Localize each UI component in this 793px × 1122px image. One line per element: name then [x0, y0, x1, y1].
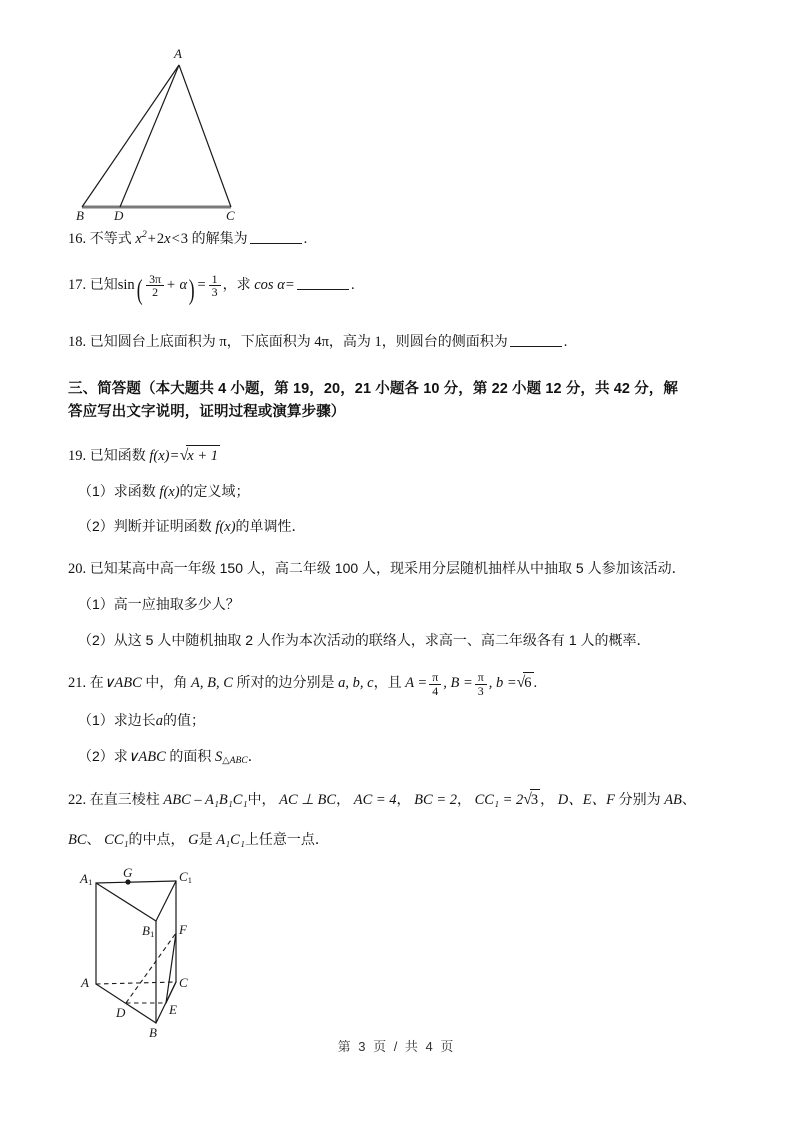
q22-line2-a1c1: A₁C₁	[216, 831, 245, 848]
q19-part2-label: （2）	[78, 518, 114, 535]
q21-part2-label: （2）	[78, 748, 114, 765]
q21-fraction-pi-3: $\frac{\pi}{3}$	[475, 671, 487, 697]
q21-angle-a-eq: A =	[405, 675, 428, 692]
question-16-answer-blank[interactable]	[250, 229, 302, 244]
question-17-cos-alpha: cos α	[254, 276, 285, 293]
q19-part1-before: 求函数	[113, 482, 156, 499]
question-16	[68, 228, 728, 251]
question-18-seg2: ，下底面积为	[226, 333, 311, 350]
q20-part2-label: （2）	[78, 631, 114, 648]
q21-s2: 中，角	[145, 674, 188, 691]
question-20-part-2	[68, 630, 728, 653]
q22-s4: 、	[681, 790, 696, 807]
question-19-number: 19.	[68, 447, 87, 464]
segment-ad	[120, 65, 179, 207]
question-22-line-1	[68, 788, 728, 812]
left-paren: (	[136, 274, 143, 306]
q21-part2-before: 求	[113, 748, 128, 765]
figure-prism-abc-a1b1c1	[76, 865, 276, 1055]
triangle-label-b: B	[76, 208, 84, 223]
question-18-period: .	[563, 334, 568, 351]
q21-part2-after: ．	[247, 748, 262, 765]
triangle-label-a: A	[174, 46, 182, 61]
q22-c4: ，	[540, 790, 555, 807]
right-paren: )	[188, 274, 195, 306]
question-18-seg1: 已知圆台上底面积为	[89, 333, 216, 350]
question-19-equals: =	[170, 447, 179, 464]
q19-part2-before: 判断并证明函数	[113, 518, 212, 535]
segment-df-hidden	[126, 933, 176, 1003]
question-17-comma: ，	[222, 275, 237, 292]
q21-angles: A, B, C	[191, 675, 233, 692]
q21-s1: 在	[89, 674, 104, 691]
q22-sqrt-3: √3	[523, 788, 540, 812]
question-21-part-2	[68, 746, 728, 769]
q22-cc1-length: CC₁ = 2	[474, 791, 524, 808]
triangle-svg	[68, 40, 328, 215]
question-17-sin: sin	[117, 276, 135, 293]
q21-sides: a, b, c	[338, 675, 374, 692]
q22-sqrt-3-value: 3	[530, 789, 540, 812]
question-20	[68, 558, 728, 581]
triangle-label-c: C	[226, 208, 235, 223]
q21-period: .	[533, 675, 538, 692]
q22-line2-cc1: CC₁	[104, 831, 129, 848]
prism-label-b1: B1	[142, 923, 155, 940]
question-17-equals2: =	[285, 276, 294, 293]
q21-angle-b-eq: , B =	[443, 675, 473, 692]
q21-fraction-pi-4: $\frac{\pi}{4}$	[429, 671, 441, 697]
edge-c1b1	[156, 881, 176, 921]
section-heading-line-2: 答应写出文字说明，证明过程或演算步骤）	[68, 404, 346, 421]
q21-side-b-eq: , b =	[488, 675, 517, 692]
section-heading-line-1: 三、简答题（本大题共 4 小题，第 19，20，21 小题各 10 分，第 22 小题 12 分，共 42 分，解	[68, 380, 679, 397]
q20-part1-text: 高一应抽取多少人？	[113, 595, 240, 612]
q21-part2-triangle: ∨ABC	[127, 749, 166, 766]
prism-label-c: C	[179, 975, 188, 991]
prism-label-b: B	[149, 1025, 157, 1041]
q21-part2-subscript: △ABC	[222, 755, 248, 767]
edge-ac-hidden	[96, 982, 176, 984]
question-22-number: 22.	[68, 791, 87, 808]
q20-part1-label: （1）	[78, 595, 114, 612]
prism-label-g: G	[123, 865, 133, 881]
q22-s3: 分别为	[618, 790, 661, 807]
question-18-value-2: 4π	[314, 334, 329, 351]
q21-sqrt-6-value: 6	[523, 672, 533, 695]
edge-a1b1	[96, 883, 156, 921]
q22-s1: 在直三棱柱	[89, 790, 160, 807]
question-19-stem-text: 已知函数	[89, 446, 146, 463]
prism-svg	[76, 865, 276, 1055]
edge-a1c1	[96, 881, 176, 883]
question-17	[68, 270, 728, 312]
q22-points-def: D、E、F	[557, 791, 615, 808]
q22-line2-mid: 的中点，	[128, 830, 185, 847]
q22-line2-is: 是	[198, 830, 213, 847]
question-19-function-name: f(x)	[149, 447, 170, 464]
question-18-number: 18.	[68, 334, 87, 351]
question-17-text-before: 已知	[89, 275, 118, 292]
question-19-radicand: x + 1	[186, 445, 220, 468]
q19-part1-after: 的定义域；	[179, 482, 250, 499]
question-18-answer-blank[interactable]	[510, 332, 562, 347]
prism-label-d: D	[116, 1005, 126, 1021]
prism-label-e: E	[169, 1002, 177, 1018]
question-19-part-2	[68, 516, 728, 539]
question-18-seg3: ，高为	[328, 333, 371, 350]
question-21-part-1	[68, 710, 728, 733]
figure-triangle-abc	[68, 40, 328, 223]
question-18-value-3: 1	[374, 334, 382, 351]
q21-part1-after: 的值；	[163, 712, 206, 729]
q19-part2-fx: f(x)	[215, 519, 236, 536]
question-21	[68, 671, 728, 697]
q22-c1: ，	[336, 790, 351, 807]
q21-s3: 所对的边分别是	[236, 674, 335, 691]
q21-part1-before: 求边长	[113, 712, 156, 729]
question-19	[68, 444, 728, 468]
q22-ab: AB	[664, 791, 682, 808]
q21-sqrt-6: √6	[517, 671, 534, 695]
page-footer: 第 3 页 / 共 4 页	[337, 1039, 456, 1054]
question-17-fraction-3pi-2: $\frac{3\pi}{2}$	[146, 273, 164, 299]
q22-line2-end: 上任意一点．	[244, 830, 329, 847]
question-19-part-1	[68, 481, 728, 504]
question-17-plus-alpha: + α	[166, 276, 188, 293]
question-16-text-before: 不等式	[89, 230, 132, 246]
q19-part2-after: 的单调性．	[235, 518, 306, 535]
question-16-text-after: 的解集为	[191, 230, 248, 246]
question-22-line-2	[68, 829, 728, 852]
question-18	[68, 331, 728, 354]
q21-triangle-abc: ∨ABC	[103, 675, 142, 692]
question-20-number: 20.	[68, 561, 87, 578]
q22-line2-g: G	[188, 831, 199, 848]
segment-ba	[82, 65, 179, 207]
question-16-period: .	[303, 231, 308, 247]
q19-part1-fx: f(x)	[159, 483, 180, 500]
question-19-sqrt: √x + 1	[180, 444, 220, 468]
question-18-seg4: ，则圆台的侧面积为	[381, 333, 508, 350]
q22-ac-length: AC = 4	[353, 791, 397, 808]
q22-line2-sep: 、	[86, 830, 101, 847]
question-20-part-1	[68, 594, 728, 617]
q22-perpendicular: AC ⊥ BC	[279, 791, 337, 808]
question-16-number: 16.	[68, 231, 87, 247]
question-17-fraction-1-3: $\frac{1}{3}$	[209, 273, 221, 299]
prism-label-a: A	[81, 975, 89, 991]
prism-label-c1: C1	[179, 869, 193, 886]
segment-ac	[179, 65, 231, 207]
question-17-period: .	[351, 276, 355, 293]
q22-line2-bc: BC	[68, 831, 87, 848]
q21-s4: ，且	[373, 674, 402, 691]
q21-part2-symbol: S	[215, 749, 223, 766]
q21-part1-var: a	[155, 713, 164, 730]
triangle-label-d: D	[114, 208, 124, 223]
section-three-heading	[68, 378, 728, 425]
question-17-answer-blank[interactable]	[297, 275, 349, 290]
page-content	[68, 40, 728, 1055]
q20-part2-text: 从这 5 人中随机抽取 2 人作为本次活动的联络人，求高一、高二年级各有 1 人的概率．	[113, 631, 651, 648]
question-17-text-mid: 求	[236, 275, 251, 292]
q22-prism-name: ABC – A₁B₁C₁	[163, 791, 248, 808]
q22-c3: ，	[457, 790, 471, 807]
q22-c2: ，	[396, 790, 411, 807]
question-17-number: 17.	[68, 276, 87, 293]
prism-label-a1: A1	[80, 871, 93, 888]
q21-part2-mid: 的面积	[169, 748, 212, 765]
question-21-number: 21.	[68, 675, 87, 692]
question-20-stem: 已知某高中高一年级 150 人，高二年级 100 人，现采用分层随机抽样从中抽取 5 人参加该活动．	[89, 560, 686, 577]
prism-label-f: F	[179, 922, 187, 938]
question-16-expression: $x^2+2x<3$	[135, 229, 189, 247]
question-18-value-1: π	[219, 334, 227, 351]
q19-part1-label: （1）	[78, 482, 114, 499]
q22-s2: 中，	[247, 790, 276, 807]
q21-part1-label: （1）	[78, 712, 114, 729]
question-17-equals: =	[197, 276, 206, 293]
q22-bc-length: BC = 2	[414, 791, 457, 808]
